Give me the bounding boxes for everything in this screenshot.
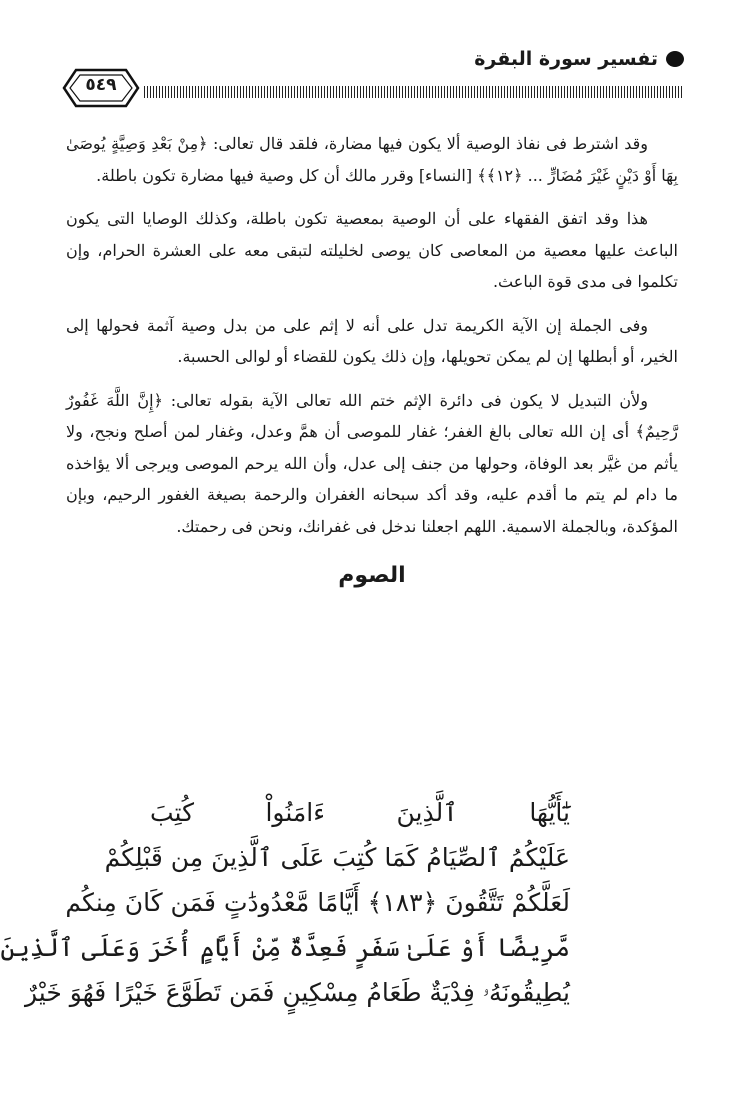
- quran-verse: [0, 790, 570, 1015]
- paragraph: هذا وقد اتفق الفقهاء على أن الوصية بمعصية تكون باطلة، وكذلك الوصايا التى يكون الباعث عليها معصية من المعاصى كان يوصى لخليلته لتبقى معه على العشرة الحرام، وإن تكلموا فى مدى قوة الباعث.: [66, 209, 678, 291]
- page-header: [62, 48, 684, 108]
- page-number: ٥٤٩: [85, 75, 117, 95]
- verse-line: عَلَيْكُمُ ٱلصِّيَامُ كَمَا كُتِبَ عَلَى ٱلَّذِينَ مِن قَبْلِكُمْ: [104, 843, 570, 872]
- paragraph: وقد اشترط فى نفاذ الوصية ألا يكون فيها مضارة، فلقد قال تعالى: ﴿مِنْ بَعْدِ وَصِيَّةٍ يُوصَىٰ بِهَا أَوْ دَيْنٍ غَيْرَ مُضَارٍّ ... ﴿١٢﴾﴾ [النساء] وقرر مالك أن كل وصية فيها مضارة تكون باطلة.: [66, 134, 678, 185]
- verse-line: مَّرِيضًا أَوْ عَلَىٰ سَفَرٍ فَعِدَّةٌ مِّنْ أَيَّامٍ أُخَرَ وَعَلَى ٱلَّذِينَ: [0, 933, 570, 962]
- verse-line: لَعَلَّكُمْ تَتَّقُونَ ﴿١٨٣﴾ أَيَّامًا مَّعْدُودَٰتٍ فَمَن كَانَ مِنكُم: [65, 888, 570, 917]
- verse-line: يَٰٓأَيُّهَا ٱلَّذِينَ ءَامَنُواْ كُتِبَ: [150, 798, 570, 827]
- paragraph: وفى الجملة إن الآية الكريمة تدل على أنه لا إثم على من بدل وصية آثمة فحولها إلى الخير، أو أبطلها إن لم يمكن تحويلها، وإن ذلك يكون للقضاء أو لوالى الحسبة.: [66, 315, 678, 366]
- surah-title: تفسير سورة البقرة: [474, 48, 658, 70]
- header-rule: [144, 86, 684, 98]
- page-number-ornament: [62, 66, 140, 110]
- section-title: الصوم: [338, 563, 406, 588]
- bullet-icon: [666, 51, 684, 67]
- paragraph: ولأن التبديل لا يكون فى دائرة الإثم ختم الله تعالى الآية بقوله تعالى: ﴿إِنَّ اللَّهَ غَفُورٌ رَّحِيمٌ﴾ أى إن الله تعالى بالغ الغفر؛ غفار للموصى أن همَّ وعدل، وغفار لمن أصلح ونجح، ولا يأثم من غيَّر بعد الوفاة، وحولها من جنف إلى عدل، وأن الله يرحم الموصى ويرجى ألا يؤاخذه ما دام لم يتم ما أقدم عليه، وقد أكد سبحانه الغفران والرحمة بصيغة الغفور الرحيم، وبإن المؤكدة، وبالجملة الاسمية. اللهم اجعلنا ندخل فى غفرانك، ونحن فى رحمتك.: [66, 390, 679, 536]
- verse-line: يُطِيقُونَهُۥ فِدْيَةٌ طَعَامُ مِسْكِينٍ فَمَن تَطَوَّعَ خَيْرًا فَهُوَ خَيْرٌ: [25, 978, 570, 1007]
- main-text: [66, 128, 678, 622]
- running-title: [474, 48, 684, 70]
